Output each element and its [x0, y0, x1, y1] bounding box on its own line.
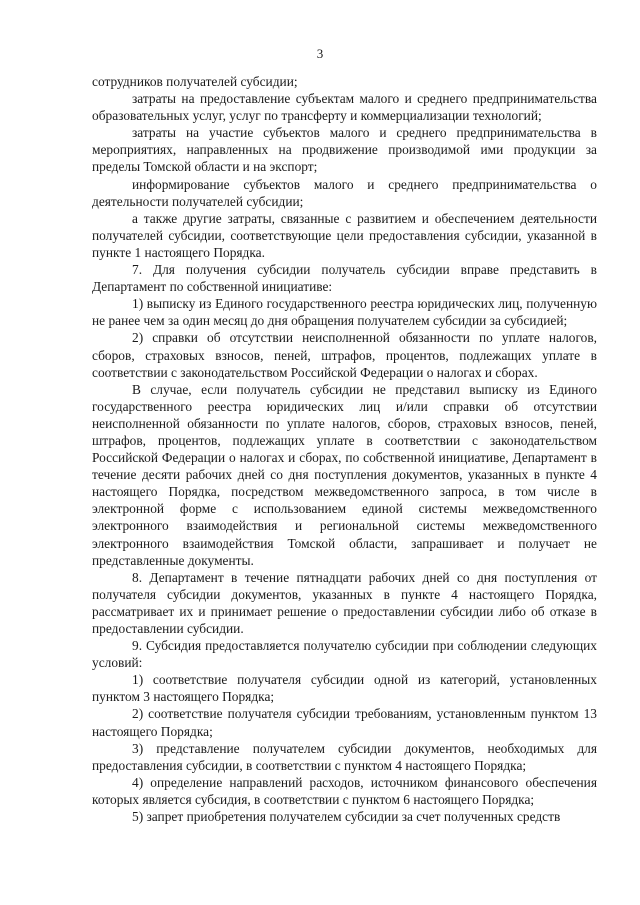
- paragraph-1: сотрудников получателей субсидии;: [92, 74, 298, 89]
- paragraph-3: затраты на участие субъектов малого и среднего предпринимательства в мероприятиях, направленных на продвижение производимой ими продукции за пределы Томской области и на экспорт;: [92, 125, 597, 175]
- paragraph-5: а также другие затраты, связанные с развитием и обеспечением деятельности получателей субсидии, соответствующие цели предоставления субсидии, указанной в пункте 1 настоящего Порядка.: [92, 210, 597, 260]
- paragraph-8: 2) справки об отсутствии неисполненной обязанности по уплате налогов, сборов, страховых взносов, пеней, штрафов, процентов, подлежащих уплате в соответствии с законодательством Российской Федерации о налогах и сборах.: [92, 330, 597, 380]
- paragraph-12: 1) соответствие получателя субсидии одной из категорий, установленных пунктом 3 настоящего Порядка;: [92, 672, 597, 705]
- paragraph-15: 4) определение направлений расходов, источником финансового обеспечения которых является субсидия, в соответствии с пунктом 6 настоящего Порядка;: [92, 774, 597, 807]
- paragraph-2: затраты на предоставление субъектам малого и среднего предпринимательства образовательных услуг, услуг по трансферту и коммерциализации технологий;: [92, 91, 597, 124]
- paragraph-9: В случае, если получатель субсидии не представил выписку из Единого государственного реестра юридических лиц и/или справки об отсутствии неисполненной обязанности по уплате налогов, сборов, страховых взносов, пеней, штрафов, процентов, подлежащих уплате в соответствии с законодательством Российской Федерации о налогах и сборах, по собственной инициативе, Департамент в течение десяти рабочих дней со дня поступления документов, указанных в пункте 4 настоящего Порядка, посредством межведомственного запроса, в том числе в электронной форме с использованием единой системы межведомственного электронного взаимодействия и региональной системы межведомственного электронного взаимодействия Томской области, запрашивает и получает не представленные документы.: [92, 381, 597, 568]
- paragraph-14: 3) представление получателем субсидии документов, необходимых для предоставления субсидии, в соответствии с пунктом 4 настоящего Порядка;: [92, 740, 597, 773]
- paragraph-13: 2) соответствие получателя субсидии требованиям, установленным пунктом 13 настоящего Порядка;: [92, 706, 597, 739]
- paragraph-10: 8. Департамент в течение пятнадцати рабочих дней со дня поступления от получателя субсидии документов, указанных в пункте 4 настоящего Порядка, рассматривает их и принимает решение о предоставлении субсидии либо об отказе в предоставлении субсидии.: [92, 569, 597, 636]
- paragraph-7: 1) выписку из Единого государственного реестра юридических лиц, полученную не ранее чем за один месяц до дня обращения получателем субсидии за субсидией;: [92, 296, 597, 329]
- paragraph-6: 7. Для получения субсидии получатель субсидии вправе представить в Департамент по собственной инициативе:: [92, 262, 597, 295]
- paragraph-11: 9. Субсидия предоставляется получателю субсидии при соблюдении следующих условий:: [92, 638, 597, 671]
- paragraph-16: 5) запрет приобретения получателем субсидии за счет полученных средств: [132, 809, 561, 825]
- paragraph-4: информирование субъектов малого и среднего предпринимательства о деятельности получателей субсидии;: [92, 176, 597, 209]
- page-number: 3: [316, 46, 324, 61]
- document-body: [92, 73, 597, 825]
